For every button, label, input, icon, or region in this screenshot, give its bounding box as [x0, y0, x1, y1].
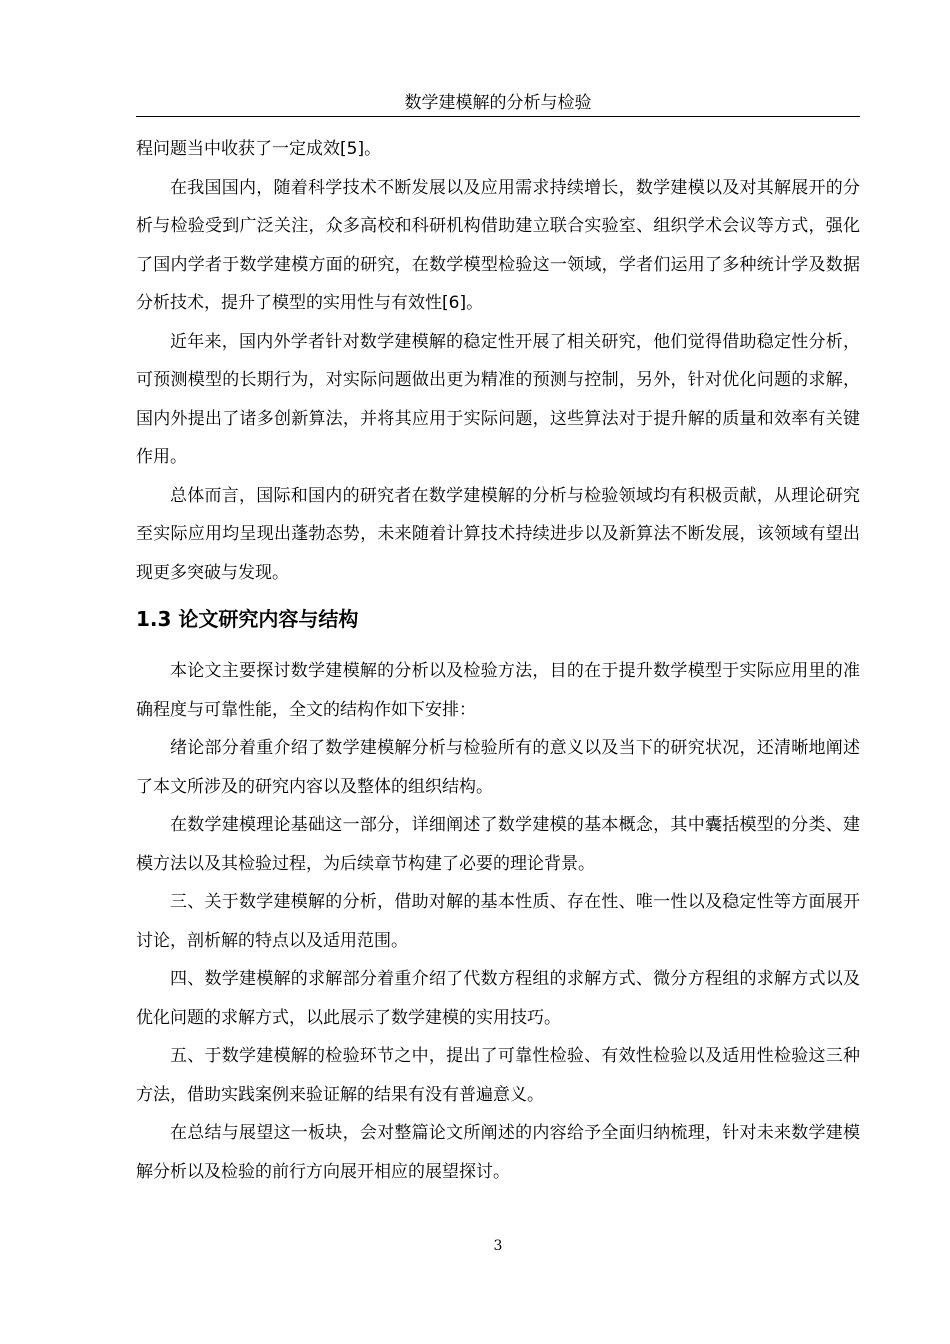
- section-heading: 1.3 论文研究内容与结构: [136, 607, 359, 631]
- body-text: [136, 130, 860, 1191]
- paragraph: 五、于数学建模解的检验环节之中，提出了可靠性检验、有效性检验以及适用性检验这三种方法，借助实践案例来验证解的结果有没有普遍意义。: [136, 1046, 860, 1105]
- paragraph: 近年来，国内外学者针对数学建模解的稳定性开展了相关研究，他们觉得借助稳定性分析，可预测模型的长期行为，对实际问题做出更为精准的预测与控制，另外，针对优化问题的求解，国内外提出了诸多创新算法，并将其应用于实际问题，这些算法对于提升解的质量和效率有关键作用。: [136, 331, 860, 467]
- paragraph: 本论文主要探讨数学建模解的分析以及检验方法，目的在于提升数学模型于实际应用里的准确程度与可靠性能，全文的结构作如下安排：: [136, 661, 860, 720]
- paragraph: 程问题当中收获了一定成效[5]。: [136, 139, 382, 159]
- paragraph: 在我国国内，随着科学技术不断发展以及应用需求持续增长，数学建模以及对其解展开的分析与检验受到广泛关注，众多高校和科研机构借助建立联合实验室、组织学术会议等方式，强化了国内学者于数学建模方面的研究，在数学模型检验这一领域，学者们运用了多种统计学及数据分析技术，提升了模型的实用性与有效性[6]。: [136, 177, 860, 313]
- paragraph: 三、关于数学建模解的分析，借助对解的基本性质、存在性、唯一性以及稳定性等方面展开讨论，剖析解的特点以及适用范围。: [136, 892, 860, 951]
- paragraph: 在总结与展望这一板块，会对整篇论文所阐述的内容给予全面归纳梳理，针对未来数学建模解分析以及检验的前行方向展开相应的展望探讨。: [136, 1123, 860, 1182]
- running-header: 数学建模解的分析与检验: [136, 90, 860, 117]
- paragraph: 四、数学建模解的求解部分着重介绍了代数方程组的求解方式、微分方程组的求解方式以及优化问题的求解方式，以此展示了数学建模的实用技巧。: [136, 969, 860, 1028]
- page-number: 3: [493, 1238, 503, 1254]
- paragraph: 总体而言，国际和国内的研究者在数学建模解的分析与检验领域均有积极贡献，从理论研究至实际应用均呈现出蓬勃态势，未来随着计算技术持续进步以及新算法不断发展，该领域有望出现更多突破与发现。: [136, 485, 860, 583]
- paragraph: 绪论部分着重介绍了数学建模解分析与检验所有的意义以及当下的研究状况，还清晰地阐述了本文所涉及的研究内容以及整体的组织结构。: [136, 738, 860, 797]
- paragraph: 在数学建模理论基础这一部分，详细阐述了数学建模的基本概念，其中囊括模型的分类、建模方法以及其检验过程，为后续章节构建了必要的理论背景。: [136, 815, 860, 874]
